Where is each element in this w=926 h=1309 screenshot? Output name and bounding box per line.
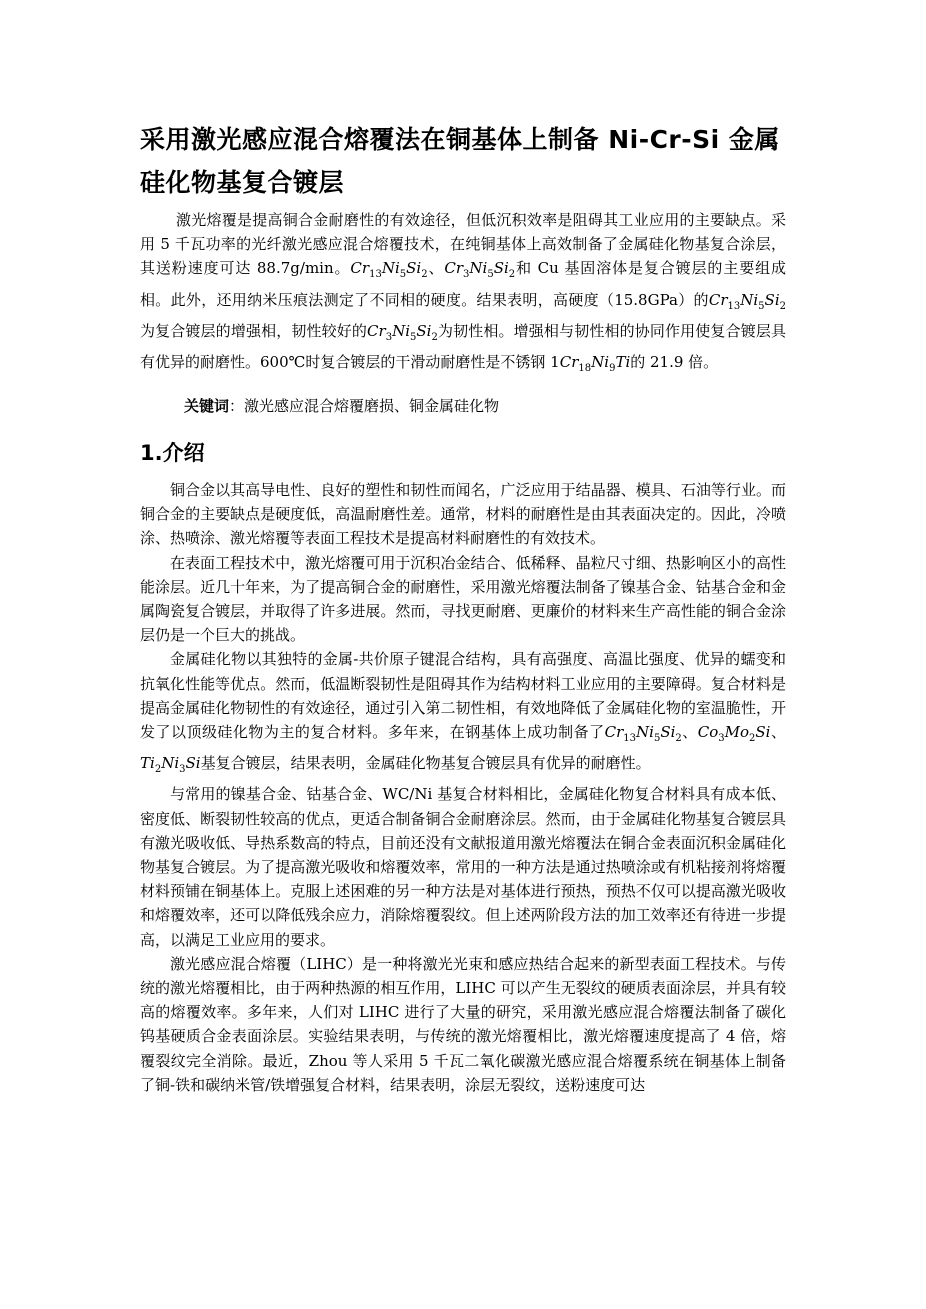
abstract-text-3: 为复合镀层的增强相，韧性较好的 xyxy=(140,321,368,340)
paragraph-3 xyxy=(140,647,786,782)
paragraph-5: 激光感应混合熔覆（LIHC）是一种将激光光束和感应热结合起来的新型表面工程技术。与传统的激光熔覆相比，由于两种热源的相互作用，LIHC 可以产生无裂纹的硬质表面涂层，并具有较高的熔覆效率。多年来，人们对 LIHC 进行了大量的研究，采用激光感应混合熔覆法制备了碳化钨基硬质合金表面涂层。实验结果表明，与传统的激光熔覆相比，激光熔覆速度提高了 4 倍，熔覆裂纹完全消除。最近，Zhou 等人采用 5 千瓦二氧化碳激光感应混合熔覆系统在铜基体上制备了铜-铁和碳纳米管/铁增强复合材料，结果表明，涂层无裂纹，送粉速度可达 xyxy=(140,954,786,1094)
formula-cr13ni5si2: $Cr_{13}Ni_5Si_2$ xyxy=(604,723,682,745)
abstract-text-4: 为韧性相。增强相与韧性相的协同作用使复合镀层具有优异的耐磨性。600℃时复合镀层的干滑动耐磨性是不锈钢 1 xyxy=(140,321,786,372)
abstract-paragraph xyxy=(140,208,786,381)
section-heading-introduction: 1.介绍 xyxy=(140,441,205,465)
paragraph-3-sep: 、 xyxy=(681,723,698,742)
keywords-value: 激光感应混合熔覆磨损、铜金属硅化物 xyxy=(244,397,500,415)
formula-cr3ni5si2: $Cr_3Ni_5Si_2$ xyxy=(444,259,516,281)
keywords-label: 关键词 xyxy=(184,397,230,415)
paragraph-2: 在表面工程技术中，激光熔覆可用于沉积冶金结合、低稀释、晶粒尺寸细、热影响区小的高性能涂层。近几十年来，为了提高铜合金的耐磨性，采用激光熔覆法制备了镍基合金、钴基合金和金属陶瓷复合镀层，并取得了许多进展。然而，寻找更耐磨、更廉价的材料来生产高性能的铜合金涂层仍是一个巨大的挑战。 xyxy=(140,553,786,645)
keywords-colon: ： xyxy=(229,397,245,415)
formula-cr13ni5si2: $Cr_{13}Ni_5Si_2$ xyxy=(708,290,786,312)
formula-cr3ni5si2: $Cr_3Ni_5Si_2$ xyxy=(367,321,438,343)
paragraph-4: 与常用的镍基合金、钴基合金、WC/Ni 基复合材料相比，金属硅化物复合材料具有成本低、密度低、断裂韧性较高的优点，更适合制备铜合金耐磨涂层。然而，由于金属硅化物基复合镀层具有激光吸收低、导热系数高的特点，目前还没有文献报道用激光熔覆法在铜合金表面沉积金属硅化物基复合镀层。为了提高激光吸收和熔覆效率，常用的一种方法是通过热喷涂或有机粘接剂将熔覆材料预铺在铜基体上。克服上述困难的另一种方法是对基体进行预热，预热不仅可以提高激光吸收和熔覆效率，还可以降低残余应力，消除熔覆裂纹。但上述两阶段方法的加工效率还有待进一步提高，以满足工业应用的要求。 xyxy=(140,785,786,949)
formula-cr18ni9ti: $Cr_{18}Ni_9Ti$ xyxy=(559,353,631,375)
formula-co3mo2si: $Co_3Mo_2Si$ xyxy=(697,723,771,745)
formula-cr13ni5si2: $Cr_{13}Ni_5Si_2$ xyxy=(350,259,428,281)
paper-title: 采用激光感应混合熔覆法在铜基体上制备 Ni-Cr-Si 金属硅化物基复合镀层 xyxy=(140,125,780,197)
abstract-text-2: 和 Cu 基固溶体是复合镀层的主要组成相。此外，还用纳米压痕法测定了不同相的硬度。结果表明，高硬度（15.8GPa）的 xyxy=(140,259,786,309)
keywords xyxy=(140,394,830,418)
paragraph-3-sep: 、 xyxy=(770,723,786,742)
paragraph-1: 铜合金以其高导电性、良好的塑性和韧性而闻名，广泛应用于结晶器、模具、石油等行业。而铜合金的主要缺点是硬度低，高温耐磨性差。通常，材料的耐磨性是由其表面决定的。因此，冷喷涂、热喷涂、激光熔覆等表面工程技术是提高材料耐磨性的有效技术。 xyxy=(140,481,786,548)
formula-ti2ni3si: $Ti_2Ni_3Si$ xyxy=(140,754,201,776)
paragraph-3-text-a: 金属硅化物以其独特的金属-共价原子键混合结构，具有高强度、高温比强度、优异的蠕变和抗氧化性能等优点。然而，低温断裂韧性是阻碍其作为结构材料工业应用的主要障碍。复合材料是提高金属硅化物韧性的有效途径，通过引入第二韧性相，有效地降低了金属硅化物的室温脆性，开发了以顶级硅化物为主的复合材料。多年来，在钢基体上成功制备了 xyxy=(140,650,786,742)
abstract-sep: 、 xyxy=(427,259,445,278)
abstract-text-1: 激光熔覆是提高铜合金耐磨性的有效途径，但低沉积效率是阻碍其工业应用的主要缺点。采用 5 千瓦功率的光纤激光感应混合熔覆技术，在纯铜基体上高效制备了金属硅化物基复合涂层，其送粉速度可达 88.7g/min。 xyxy=(140,211,786,278)
abstract-text-5: 的 21.9 倍。 xyxy=(630,353,719,372)
abstract xyxy=(140,208,786,381)
paragraph-3-text-b: 基复合镀层，结果表明，金属硅化物基复合镀层具有优异的耐磨性。 xyxy=(200,754,651,773)
section-body xyxy=(140,478,786,1097)
